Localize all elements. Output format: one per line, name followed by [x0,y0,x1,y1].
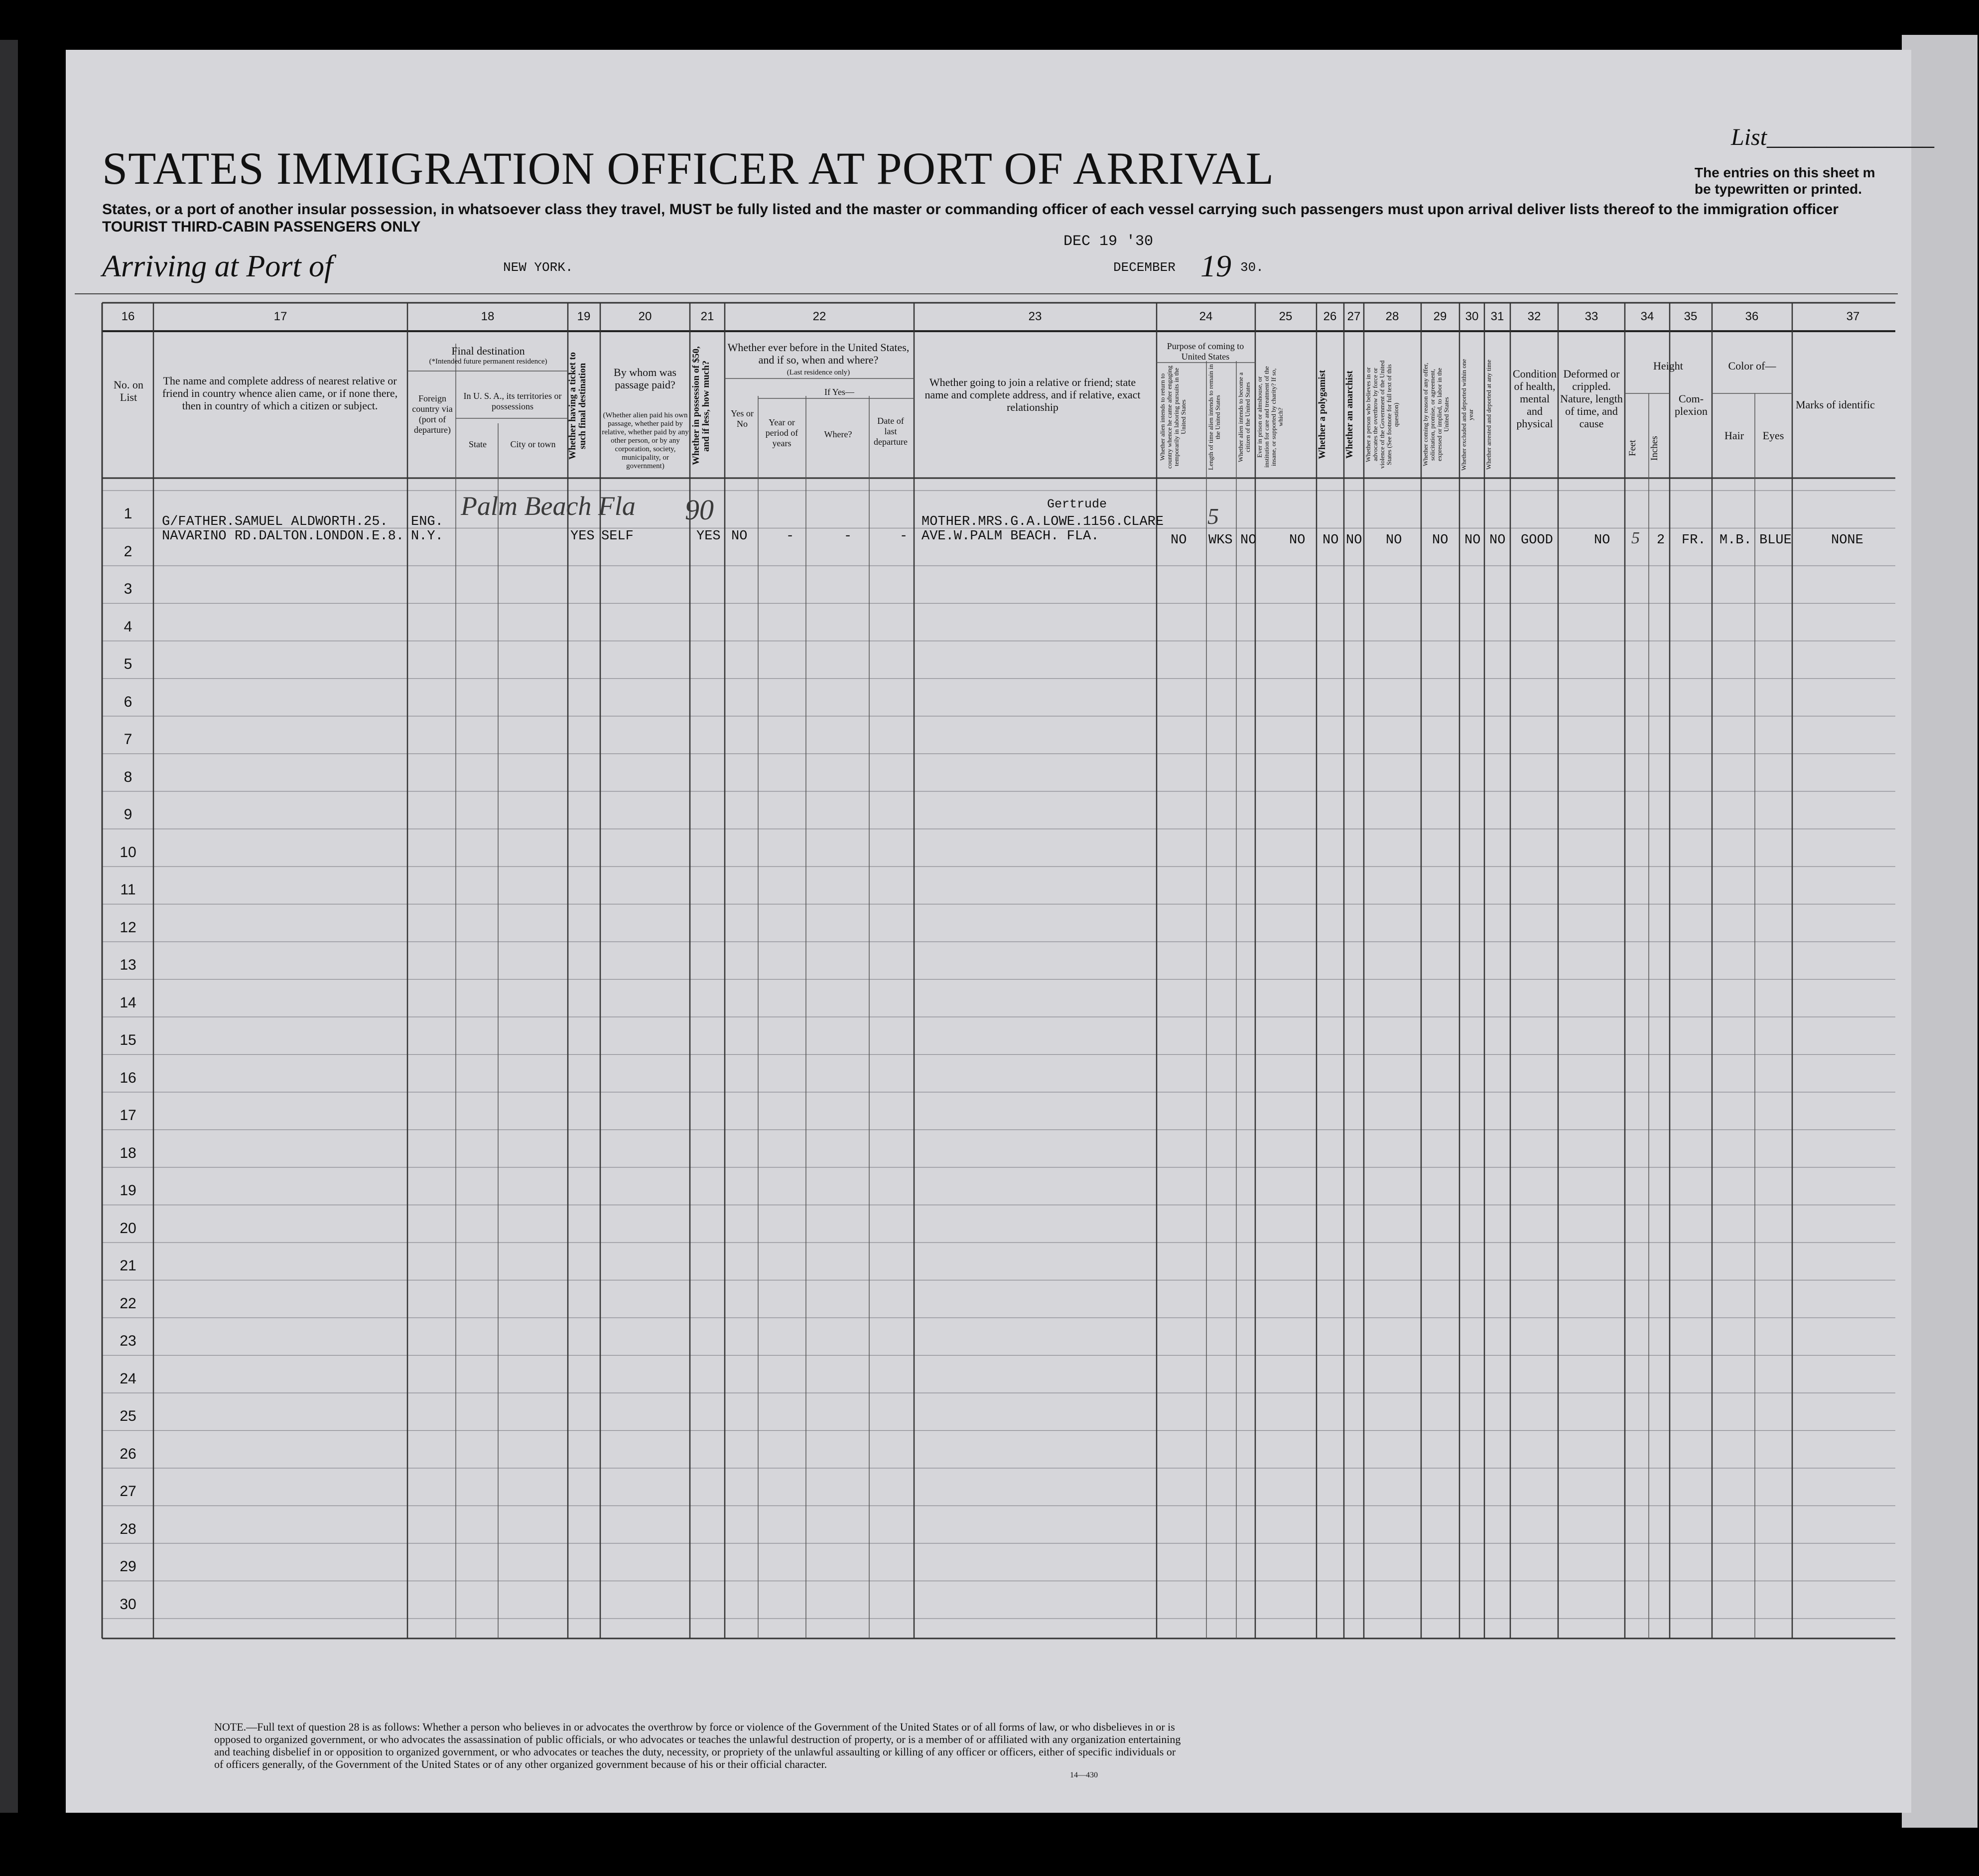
header-purpose-c: Whether alien intends to become a citizen of the United States [1237,372,1251,462]
relative-line-2: NAVARINO RD.DALTON.LONDON.E.8. [162,529,404,544]
year-period-value: - [786,529,794,544]
where-value: - [844,529,852,544]
arriving-label: Arriving at Port of [102,250,333,283]
header-in-usa: In U. S. A., its territories or possessions [463,391,562,411]
header-date-departure: Date of last departure [874,416,908,447]
column-number: 23 [1028,310,1042,323]
column-number: 24 [1199,310,1213,323]
column-number: 26 [1323,310,1337,323]
header-purpose-a: Whether alien intends to return to country whence he came after engaging temporarily in laboring pursuits in the United States [1159,366,1187,469]
header-color-of: Color of— [1728,360,1776,372]
row-number: 25 [120,1408,136,1425]
header-arrested: Whether arrested and deported at any time [1485,360,1492,470]
header-ever-before: Whether ever before in the United States, and if so, when and where? [727,341,910,366]
column-number: 22 [812,310,826,323]
header-offer: Whether coming by reason of any offer, solicitation, promise, or agreement, expressed or implied, to labor in the United States [1422,363,1450,467]
date-departure-value: - [900,529,908,544]
paid-by-value: SELF [601,529,634,544]
instruction-line: States, or a port of another insular possession, in whatsoever class they travel, MUST be fully listed and the master or commanding officer of each vessel carrying such passengers must upon arrival deliver lists thereof to the immigration officer [102,201,1839,218]
row-number: 29 [120,1558,136,1575]
header-ticket: Whether having a ticket to such final destination [567,352,588,460]
handwritten-amount: 90 [685,494,714,526]
port-value: NEW YORK. [503,260,573,275]
header-last-residence: (Last residence only) [787,369,850,376]
health-value: GOOD [1521,533,1553,548]
header-excluded: Whether excluded and deported within one year [1460,359,1474,471]
handwritten-destination: Palm Beach Fla [461,491,636,521]
row-number: 30 [120,1596,136,1613]
header-prison: Ever in prison or almshouse, or institution for care and treatment of the insane, or supported by charity? If so, which? [1256,366,1284,468]
row-number: 26 [120,1445,136,1462]
row-number: 10 [120,844,136,861]
header-passage-paid-note: (Whether alien paid his own passage, whether paid by relative, whether paid by any other person, or by any corporation, society, municipality, or government) [602,411,689,470]
footnote: NOTE.—Full text of question 28 is as follows: Whether a person who believes in or advocates the overthrow by force or violence of the Government of the United States or of all forms of law, or who disbelieves in or is opposed to organized government, or who advocates the assassination of public officials, or who advocates or teaches the unlawful destruction of property, or is a member of or affiliated with any organization entertaining and teaching disbelief in or opposition to organized government, or who advocates or teaches the duty, necessity, or propriety of the unlawful assaulting or killing of any officer or officers, either of specific individuals or of officers generally, of the Government of the United States or of any other organized government because of his or their official character. [214,1721,1181,1770]
row-number: 13 [120,957,136,974]
row-number: 7 [124,731,132,748]
header-foreign-country: Foreign country via (port of departure) [412,393,453,435]
possession-value: YES [696,529,721,544]
header-overthrow: Whether a person who believes in or advocates the overthrow by force or violence of the Government of the United States (See footnote for full text of this question) [1364,360,1400,469]
prison-value: NO [1289,533,1306,548]
header-hair: Hair [1724,429,1744,442]
column-number: 25 [1279,310,1293,323]
purpose-b-value: WKS [1208,533,1233,548]
column-number: 21 [700,310,714,323]
header-state: State [469,439,487,449]
form-number: 14—430 [1070,1771,1098,1779]
year-value: 30. [1240,260,1264,275]
row-number: 14 [120,994,136,1011]
column-number: 27 [1347,310,1361,323]
header-passage-paid: By whom was passage paid? [614,366,676,391]
marks-value: NONE [1831,533,1863,548]
column-number: 36 [1745,310,1759,323]
header-nearest-relative: The name and complete address of nearest relative or friend in country whence alien came, or if none there, then in country of which a citizen or subject. [162,375,398,412]
date-stamp: DEC 19 '30 [1063,233,1154,250]
row-number: 22 [120,1295,136,1312]
overthrow-value: NO [1386,533,1402,548]
row-number: 23 [120,1333,136,1350]
row-number: 21 [120,1257,136,1274]
header-final-destination: Final destination [451,345,525,357]
column-number: 28 [1385,310,1399,323]
row-number: 2 [124,543,132,560]
column-number: 33 [1584,310,1598,323]
column-number: 32 [1527,310,1541,323]
complexion-value: FR. [1682,533,1706,548]
column-number: 19 [577,310,591,323]
port-departure-value: N.Y. [411,529,443,544]
header-inches: Inches [1649,436,1660,461]
header-if-yes: If Yes— [824,387,854,397]
header-joining-relative: Whether going to join a relative or friend; state name and complete address, and if relative, exact relationship [924,376,1141,413]
ever-before-value: NO [731,529,748,544]
column-number: 37 [1846,310,1860,323]
column-number: 31 [1490,310,1504,323]
header-year-period: Year or period of years [765,417,798,448]
header-complexion: Com- plexion [1675,392,1708,417]
row-number: 3 [124,581,132,598]
header-final-destination-note: (*Intended future permanent residence) [429,358,547,366]
header-anarchist: Whether an anarchist [1344,371,1355,459]
row-number: 9 [124,806,132,823]
column-number: 17 [273,310,287,323]
column-number: 30 [1465,310,1479,323]
row-number: 20 [120,1220,136,1237]
row-number: 15 [120,1032,136,1049]
header-marks: Marks of identific [1796,398,1875,411]
column-number: 16 [121,310,135,323]
column-number: 29 [1433,310,1447,323]
header-purpose: Purpose of coming to United States [1167,341,1244,362]
header-polygamist: Whether a polygamist [1317,370,1327,460]
offer-value: NO [1432,533,1449,548]
hair-value: M.B. [1719,533,1752,548]
joining-name-annotation: Gertrude [1047,497,1107,511]
column-number: 20 [638,310,652,323]
arrested-value: NO [1489,533,1506,548]
header-purpose-b: Length of time alien intends to remain in the United States [1207,364,1221,470]
page-title: STATES IMMIGRATION OFFICER AT PORT OF ARRIVAL [102,143,1274,194]
row-number: 19 [120,1182,136,1199]
polygamist-value: NO [1322,533,1339,548]
inches-value: 2 [1657,533,1665,548]
row-number: 5 [124,656,132,673]
header-possession-50: Whether in possession of $50, and if less, how much? [691,346,711,466]
row-number: 4 [124,618,132,635]
column-number: 35 [1684,310,1698,323]
header-health: Condition of health, mental and physical [1512,368,1557,430]
list-label: List______________ [1731,124,1935,150]
header-yes-no: Yes or No [731,408,754,429]
foreign-country-value: ENG. [411,514,443,529]
eyes-value: BLUE [1759,533,1792,548]
excluded-value: NO [1464,533,1481,548]
row-number: 18 [120,1144,136,1161]
joining-line-2: AVE.W.PALM BEACH. FLA. [922,529,1099,544]
header-eyes: Eyes [1762,429,1784,442]
month-value: DECEMBER [1113,260,1176,275]
row-number: 6 [124,693,132,710]
feet-value: 5 [1631,529,1640,547]
column-number: 18 [481,310,495,323]
header-where: Where? [824,429,852,439]
class-line: TOURIST THIRD-CABIN PASSENGERS ONLY [102,219,421,235]
column-number: 34 [1640,310,1654,323]
entries-note: The entries on this sheet m be typewritten or printed. [1695,165,1875,197]
anarchist-value: NO [1346,533,1362,548]
header-deformed: Deformed or crippled. Nature, length of time, and cause [1560,368,1623,430]
row-number: 11 [120,881,136,898]
row-number: 8 [124,768,132,785]
row-number: 28 [120,1520,136,1537]
joining-line-1: MOTHER.MRS.G.A.LOWE.1156.CLARE [922,514,1164,529]
relative-line-1: G/FATHER.SAMUEL ALDWORTH.25. [162,514,388,529]
header-no-on-list: No. on List [114,378,143,403]
row-number: 27 [120,1483,136,1500]
year-prefix: 19 [1200,250,1231,283]
header-height: Height [1653,360,1683,372]
header-feet: Feet [1627,440,1638,457]
purpose-b-number: 5 [1207,503,1219,529]
row-number: 24 [120,1370,136,1387]
row-number: 1 [124,505,132,522]
row-number: 12 [120,919,136,936]
row-number: 16 [120,1069,136,1086]
deformed-value: NO [1594,533,1610,548]
row-number: 17 [120,1107,136,1124]
purpose-a-value: NO [1171,533,1187,548]
purpose-c-value: NO [1240,533,1257,548]
header-city: City or town [510,439,556,449]
ticket-value: YES [570,529,595,544]
